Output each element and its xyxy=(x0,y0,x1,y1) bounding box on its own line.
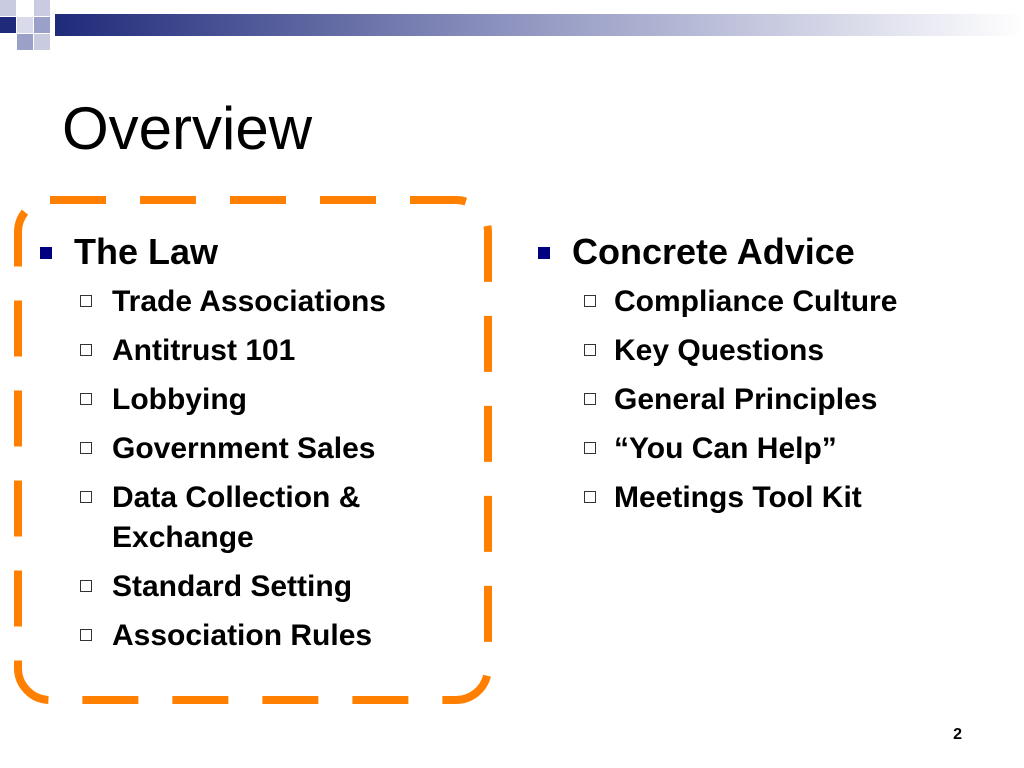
checkbox-bullet-icon xyxy=(80,295,92,307)
checkbox-bullet-icon xyxy=(80,580,92,592)
checkbox-bullet-icon xyxy=(80,344,92,356)
list-item xyxy=(534,380,994,420)
list-item-label: Association Rules xyxy=(112,619,373,652)
list-item-label: Antitrust 101 xyxy=(112,334,296,367)
list-item xyxy=(534,429,994,469)
checkbox-bullet-icon xyxy=(584,442,596,454)
list-item-label: Meetings Tool Kit xyxy=(614,481,862,514)
heading-the-law xyxy=(36,230,476,274)
list-item xyxy=(36,331,476,371)
checkbox-bullet-icon xyxy=(584,295,596,307)
list-item-label: “You Can Help” xyxy=(614,432,837,465)
checkbox-bullet-icon xyxy=(584,393,596,405)
checkbox-bullet-icon xyxy=(584,344,596,356)
square-bullet-icon xyxy=(538,247,550,259)
list-item xyxy=(36,567,476,607)
checkbox-bullet-icon xyxy=(80,491,92,503)
list-item-label: Data Collection & Exchange xyxy=(112,481,361,554)
advice-topics-list xyxy=(534,282,994,518)
list-item-label: Standard Setting xyxy=(112,570,353,603)
checkbox-bullet-icon xyxy=(80,442,92,454)
list-item-label: General Principles xyxy=(614,383,878,416)
list-item-label: Key Questions xyxy=(614,334,825,367)
list-item-label: Lobbying xyxy=(112,383,247,416)
right-column xyxy=(534,230,994,527)
left-column xyxy=(36,230,476,665)
list-item-label: Trade Associations xyxy=(112,285,386,318)
heading-text: The Law xyxy=(74,231,219,272)
square-bullet-icon xyxy=(40,247,52,259)
list-item xyxy=(534,282,994,322)
page-title: Overview xyxy=(62,95,313,162)
checkbox-bullet-icon xyxy=(80,629,92,641)
law-topics-list xyxy=(36,282,476,656)
list-item xyxy=(36,478,412,558)
list-item xyxy=(534,331,994,371)
heading-text: Concrete Advice xyxy=(572,231,855,272)
slide-number: 2 xyxy=(953,726,962,743)
list-item xyxy=(36,616,476,656)
list-item xyxy=(36,282,476,322)
checkbox-bullet-icon xyxy=(80,393,92,405)
list-item xyxy=(36,429,476,469)
list-item xyxy=(36,380,476,420)
list-item xyxy=(534,478,994,518)
list-item-label: Government Sales xyxy=(112,432,376,465)
list-item-label: Compliance Culture xyxy=(614,285,898,318)
heading-concrete-advice xyxy=(534,230,994,274)
checkbox-bullet-icon xyxy=(584,491,596,503)
